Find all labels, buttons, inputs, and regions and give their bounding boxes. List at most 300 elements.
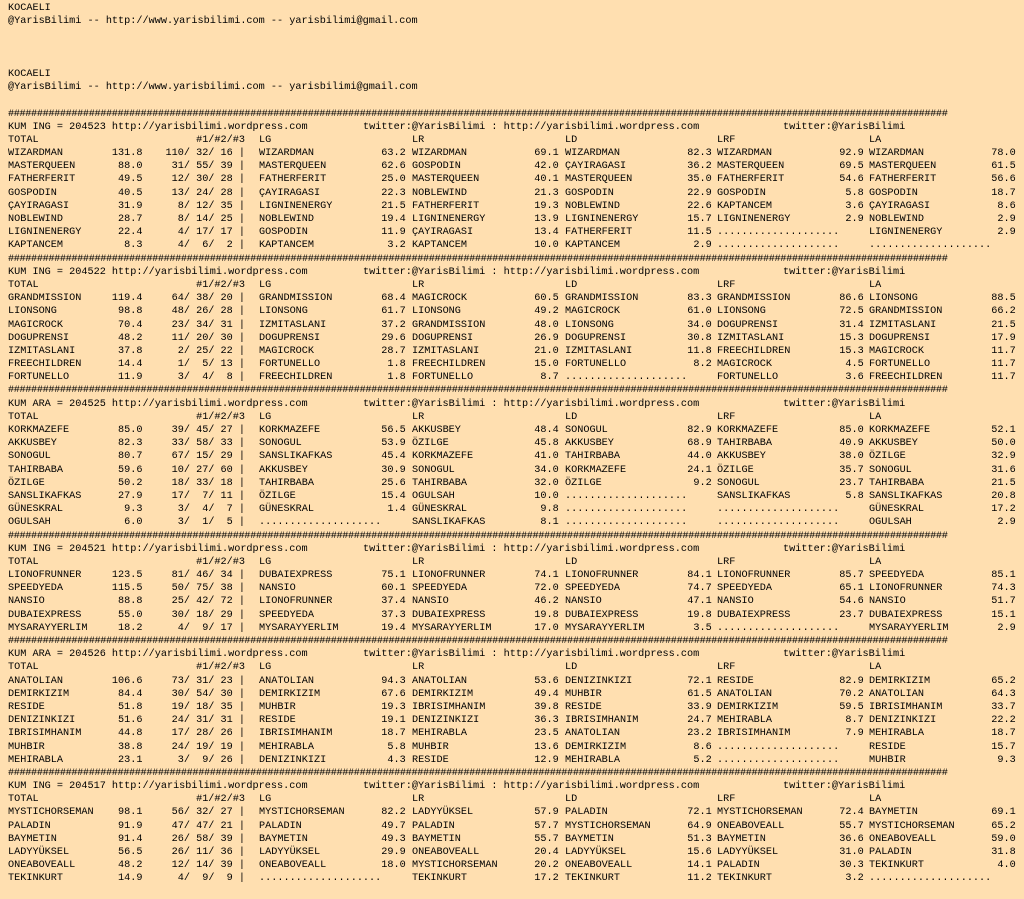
table-row — [8, 424, 1024, 437]
race-twitter-url: twitter:@YarisBilimi : http://yarisbilimi.wordpress.com — [363, 649, 700, 661]
lr-cell: TAHIRBABA 32.0 — [412, 477, 559, 489]
ld-cell: RESIDE 33.9 — [565, 701, 712, 713]
lrf-cell: IZMITASLANI 15.3 — [717, 332, 864, 344]
lg-cell: TAHIRBABA 25.6 — [259, 477, 406, 489]
table-row — [8, 754, 1024, 767]
table-row — [8, 569, 1024, 582]
table-row — [8, 450, 1024, 463]
horse-total: PALADIN 91.9 — [8, 820, 143, 832]
lg-cell: SPEEDYEDA 37.3 — [259, 609, 406, 621]
lg-cell: DUBAIEXPRESS 75.1 — [259, 570, 406, 582]
col-header-ld: LD — [565, 279, 578, 291]
race-block — [8, 108, 1024, 253]
ld-cell: GOSPODIN 22.9 — [565, 187, 712, 199]
col-header-lg: LG — [259, 279, 272, 291]
la-cell: KORKMAZEFE 52.1 — [869, 425, 1016, 436]
la-cell: WIZARDMAN 78.0 — [869, 148, 1016, 160]
lrf-cell: .................... — [717, 504, 840, 516]
col-header-lr: LR — [412, 134, 425, 146]
ld-cell: DUBAIEXPRESS 19.8 — [565, 609, 712, 621]
lg-cell: FORTUNELLO 1.8 — [259, 359, 406, 371]
la-cell: LIONSONG 88.5 — [869, 293, 1016, 305]
finish-counts: 56/ 32/ 27 | — [171, 807, 245, 819]
ld-cell: ANATOLIAN 23.2 — [565, 728, 712, 740]
race-twitter-url: twitter:@YarisBilimi : http://yarisbilimi.wordpress.com — [363, 121, 700, 133]
finish-counts: 48/ 26/ 28 | — [171, 306, 245, 318]
lr-cell: TEKINKURT 17.2 — [412, 873, 559, 885]
la-cell: MASTERQUEEN 61.5 — [869, 161, 1016, 173]
lr-cell: IBRISIMHANIM 39.8 — [412, 701, 559, 713]
horse-total: WIZARDMAN 131.8 — [8, 148, 143, 160]
lr-cell: KAPTANCEM 10.0 — [412, 240, 559, 252]
lr-cell: MEHIRABLA 23.5 — [412, 728, 559, 740]
race-block — [8, 384, 1024, 529]
la-cell: TAHIRBABA 21.5 — [869, 477, 1016, 489]
horse-total: MYSARAYYERLIM 18.2 — [8, 622, 143, 634]
race-twitter: twitter:@YarisBilimi — [783, 121, 906, 133]
lr-cell: MASTERQUEEN 40.1 — [412, 174, 559, 186]
table-row — [8, 490, 1024, 503]
table-row — [8, 846, 1024, 859]
la-cell: IBRISIMHANIM 33.7 — [869, 701, 1016, 713]
horse-total: GÜNESKRAL 9.3 — [8, 504, 143, 516]
la-cell: AKKUSBEY 50.0 — [869, 438, 1016, 450]
ld-cell: .................... — [565, 372, 688, 384]
lg-cell: LIONSONG 61.7 — [259, 306, 406, 318]
lg-cell: MASTERQUEEN 62.6 — [259, 161, 406, 173]
race-id-url: KUM ARA = 204526 http://yarisbilimi.wordpress.com — [8, 649, 308, 661]
horse-total: ONEABOVEALL 48.2 — [8, 860, 143, 872]
table-row — [8, 437, 1024, 450]
col-header-finishes: #1/#2/#3 — [196, 556, 245, 568]
lr-cell: NOBLEWIND 21.3 — [412, 187, 559, 199]
finish-counts: 33/ 58/ 33 | — [171, 438, 245, 450]
lrf-cell: ANATOLIAN 70.2 — [717, 688, 864, 700]
lrf-cell: TEKINKURT 3.2 — [717, 873, 864, 885]
la-cell: FORTUNELLO 11.7 — [869, 359, 1016, 371]
horse-total: KORKMAZEFE 85.0 — [8, 425, 143, 436]
horse-total: IZMITASLANI 37.8 — [8, 345, 143, 357]
ld-cell: MASTERQUEEN 35.0 — [565, 174, 712, 186]
lg-cell: WIZARDMAN 63.2 — [259, 148, 406, 160]
col-header-lr: LR — [412, 662, 425, 674]
la-cell: GRANDMISSION 66.2 — [869, 306, 1016, 318]
table-row — [8, 213, 1024, 226]
lg-cell: LIONOFRUNNER 37.4 — [259, 596, 406, 608]
finish-counts: 17/ 7/ 11 | — [171, 490, 245, 502]
table-row — [8, 622, 1024, 635]
lr-cell: ÖZILGE 45.8 — [412, 438, 559, 450]
finish-counts: 39/ 45/ 27 | — [171, 425, 245, 436]
lr-cell: OGULSAH 10.0 — [412, 490, 559, 502]
lg-cell: GÜNESKRAL 1.4 — [259, 504, 406, 516]
la-cell: MUHBIR 9.3 — [869, 754, 1016, 766]
col-header-total: TOTAL — [8, 279, 39, 291]
col-header-lr: LR — [412, 411, 425, 423]
col-header-ld: LD — [565, 411, 578, 423]
lg-cell: KORKMAZEFE 56.5 — [259, 425, 406, 436]
horse-total: FATHERFERIT 49.5 — [8, 174, 143, 186]
table-row — [8, 226, 1024, 239]
ld-cell: .................... — [565, 517, 688, 529]
race-id-url: KUM ARA = 204525 http://yarisbilimi.wordpress.com — [8, 398, 308, 410]
lg-cell: NOBLEWIND 19.4 — [259, 214, 406, 225]
ld-cell: ÖZILGE 9.2 — [565, 477, 712, 489]
lr-cell: SPEEDYEDA 72.0 — [412, 583, 559, 595]
table-row — [8, 173, 1024, 186]
finish-counts: 30/ 54/ 30 | — [171, 688, 245, 700]
lg-cell: IBRISIMHANIM 18.7 — [259, 728, 406, 740]
la-cell: ONEABOVEALL 59.0 — [869, 833, 1016, 845]
la-cell: MYSARAYYERLIM 2.9 — [869, 622, 1016, 634]
horse-total: MAGICROCK 70.4 — [8, 319, 143, 331]
lrf-cell: LIONOFRUNNER 85.7 — [717, 570, 864, 582]
race-id-url: KUM ING = 204522 http://yarisbilimi.wordpress.com — [8, 266, 308, 278]
ld-cell: ONEABOVEALL 14.1 — [565, 860, 712, 872]
table-row — [8, 582, 1024, 595]
lr-cell: MAGICROCK 60.5 — [412, 293, 559, 305]
lr-cell: GOSPODIN 42.0 — [412, 161, 559, 173]
la-cell: BAYMETIN 69.1 — [869, 807, 1016, 819]
table-row — [8, 319, 1024, 332]
ld-cell: MEHIRABLA 5.2 — [565, 754, 712, 766]
finish-counts: 73/ 31/ 23 | — [171, 675, 245, 687]
ld-cell: GRANDMISSION 83.3 — [565, 293, 712, 305]
lrf-cell: .................... — [717, 754, 840, 766]
finish-counts: 3/ 1/ 5 | — [177, 517, 245, 529]
lg-cell: KAPTANCEM 3.2 — [259, 240, 406, 252]
lr-cell: MYSTICHORSEMAN 20.2 — [412, 860, 559, 872]
col-header-lr: LR — [412, 279, 425, 291]
lg-cell: IZMITASLANI 37.2 — [259, 319, 406, 331]
lg-cell: FATHERFERIT 25.0 — [259, 174, 406, 186]
ld-cell: NOBLEWIND 22.6 — [565, 200, 712, 212]
race-twitter: twitter:@YarisBilimi — [783, 266, 906, 278]
la-cell: DEMIRKIZIM 65.2 — [869, 675, 1016, 687]
la-cell: .................... — [869, 873, 992, 885]
lrf-cell: .................... — [717, 622, 840, 634]
lrf-cell: ÖZILGE 35.7 — [717, 464, 864, 476]
lr-cell: LADYYÜKSEL 57.9 — [412, 807, 559, 819]
blank-line — [8, 28, 1024, 41]
lrf-cell: NANSIO 54.6 — [717, 596, 864, 608]
lg-cell: RESIDE 19.1 — [259, 715, 406, 727]
finish-counts: 25/ 42/ 72 | — [171, 596, 245, 608]
finish-counts: 10/ 27/ 60 | — [171, 464, 245, 476]
race-header — [8, 121, 1024, 134]
finish-counts: 4/ 9/ 9 | — [177, 873, 245, 885]
finish-counts: 19/ 18/ 35 | — [171, 701, 245, 713]
horse-total: NOBLEWIND 28.7 — [8, 214, 143, 225]
col-header-total: TOTAL — [8, 134, 39, 146]
la-cell: SONOGUL 31.6 — [869, 464, 1016, 476]
contact-line: @YarisBilimi -- http://www.yarisbilimi.com -- yarisbilimi@gmail.com — [8, 82, 418, 94]
horse-total: FREECHILDREN 14.4 — [8, 359, 143, 371]
horse-total: LIGNINENERGY 22.4 — [8, 227, 143, 239]
lg-cell: MYSARAYYERLIM 19.4 — [259, 622, 406, 634]
lr-cell: PALADIN 57.7 — [412, 820, 559, 832]
horse-total: MUHBIR 38.8 — [8, 741, 143, 753]
la-cell: LIGNINENERGY 2.9 — [869, 227, 1016, 239]
finish-counts: 3/ 4/ 8 | — [177, 372, 245, 384]
ld-cell: SPEEDYEDA 74.7 — [565, 583, 712, 595]
table-row — [8, 872, 1024, 885]
lrf-cell: DUBAIEXPRESS 23.7 — [717, 609, 864, 621]
col-header-lrf: LRF — [717, 279, 736, 291]
lrf-cell: KORKMAZEFE 85.0 — [717, 425, 864, 436]
lg-cell: SANSLIKAFKAS 45.4 — [259, 451, 406, 463]
ld-cell: MYSARAYYERLIM 3.5 — [565, 622, 712, 634]
lrf-cell: .................... — [717, 240, 840, 252]
ld-cell: DENIZINKIZI 72.1 — [565, 675, 712, 687]
horse-total: LIONOFRUNNER 123.5 — [8, 570, 143, 582]
horse-total: DOGUPRENSI 48.2 — [8, 332, 143, 344]
ld-cell: MYSTICHORSEMAN 64.9 — [565, 820, 712, 832]
lrf-cell: TAHIRBABA 40.9 — [717, 438, 864, 450]
lg-cell: NANSIO 60.1 — [259, 583, 406, 595]
city-title: KOCAELI — [8, 3, 51, 14]
col-header-lrf: LRF — [717, 662, 736, 674]
la-cell: MYSTICHORSEMAN 65.2 — [869, 820, 1016, 832]
lrf-cell: LADYYÜKSEL 31.0 — [717, 847, 864, 858]
ld-cell: PALADIN 72.1 — [565, 807, 712, 819]
col-header-finishes: #1/#2/#3 — [196, 411, 245, 423]
table-row — [8, 820, 1024, 833]
column-headers — [8, 556, 1024, 569]
lg-cell: MUHBIR 19.3 — [259, 701, 406, 713]
la-cell: FREECHILDREN 11.7 — [869, 372, 1016, 384]
lrf-cell: MASTERQUEEN 69.5 — [717, 161, 864, 173]
lg-cell: ÖZILGE 15.4 — [259, 490, 406, 502]
col-header-lrf: LRF — [717, 134, 736, 146]
race-header — [8, 543, 1024, 556]
column-headers — [8, 134, 1024, 147]
finish-counts: 4/ 9/ 17 | — [177, 622, 245, 634]
lrf-cell: SONOGUL 23.7 — [717, 477, 864, 489]
lr-cell: SANSLIKAFKAS 8.1 — [412, 517, 559, 529]
lr-cell: ANATOLIAN 53.6 — [412, 675, 559, 687]
lg-cell: MYSTICHORSEMAN 82.2 — [259, 807, 406, 819]
lr-cell: DOGUPRENSI 26.9 — [412, 332, 559, 344]
lr-cell: MUHBIR 13.6 — [412, 741, 559, 753]
lr-cell: FORTUNELLO 8.7 — [412, 372, 559, 384]
lg-cell: GOSPODIN 11.9 — [259, 227, 406, 239]
ld-cell: LIONSONG 34.0 — [565, 319, 712, 331]
lrf-cell: SPEEDYEDA 65.1 — [717, 583, 864, 595]
la-cell: NANSIO 51.7 — [869, 596, 1016, 608]
horse-total: LIONSONG 98.8 — [8, 306, 143, 318]
lr-cell: IZMITASLANI 21.0 — [412, 345, 559, 357]
lr-cell: GÜNESKRAL 9.8 — [412, 504, 559, 516]
lr-cell: ÇAYIRAGASI 13.4 — [412, 227, 559, 239]
col-header-finishes: #1/#2/#3 — [196, 794, 245, 806]
la-cell: PALADIN 31.8 — [869, 847, 1016, 858]
col-header-ld: LD — [565, 794, 578, 806]
la-cell: GÜNESKRAL 17.2 — [869, 504, 1016, 516]
lrf-cell: PALADIN 30.3 — [717, 860, 864, 872]
finish-counts: 13/ 24/ 28 | — [171, 187, 245, 199]
finish-counts: 18/ 33/ 18 | — [171, 477, 245, 489]
table-row — [8, 503, 1024, 516]
ld-cell: FATHERFERIT 11.5 — [565, 227, 712, 239]
lg-cell: ANATOLIAN 94.3 — [259, 675, 406, 687]
table-row — [8, 675, 1024, 688]
la-cell: ÖZILGE 32.9 — [869, 451, 1016, 463]
col-header-ld: LD — [565, 662, 578, 674]
table-row — [8, 859, 1024, 872]
lrf-cell: BAYMETIN 36.6 — [717, 833, 864, 845]
col-header-la: LA — [869, 279, 882, 291]
horse-total: MYSTICHORSEMAN 98.1 — [8, 807, 143, 819]
lrf-cell: GRANDMISSION 86.6 — [717, 293, 864, 305]
ld-cell: IZMITASLANI 11.8 — [565, 345, 712, 357]
finish-counts: 26/ 58/ 39 | — [171, 833, 245, 845]
table-row — [8, 595, 1024, 608]
table-row — [8, 477, 1024, 490]
table-row — [8, 701, 1024, 714]
lg-cell: FREECHILDREN 1.8 — [259, 372, 406, 384]
blank-line — [8, 42, 1024, 55]
finish-counts: 23/ 34/ 31 | — [171, 319, 245, 331]
col-header-lg: LG — [259, 794, 272, 806]
finish-counts: 50/ 75/ 38 | — [171, 583, 245, 595]
horse-total: ÖZILGE 50.2 — [8, 477, 143, 489]
la-cell: FATHERFERIT 56.6 — [869, 174, 1016, 186]
lrf-cell: MEHIRABLA 8.7 — [717, 715, 864, 727]
col-header-finishes: #1/#2/#3 — [196, 134, 245, 146]
lg-cell: AKKUSBEY 30.9 — [259, 464, 406, 476]
col-header-la: LA — [869, 794, 882, 806]
lr-cell: ONEABOVEALL 20.4 — [412, 847, 559, 858]
col-header-total: TOTAL — [8, 662, 39, 674]
lr-cell: LIGNINENERGY 13.9 — [412, 214, 559, 225]
la-cell: GOSPODIN 18.7 — [869, 187, 1016, 199]
lrf-cell: .................... — [717, 741, 840, 753]
race-id-url: KUM ING = 204523 http://yarisbilimi.wordpress.com — [8, 121, 308, 133]
horse-total: ÇAYIRAGASI 31.9 — [8, 200, 143, 212]
finish-counts: 12/ 14/ 39 | — [171, 860, 245, 872]
horse-total: SANSLIKAFKAS 27.9 — [8, 490, 143, 502]
lr-cell: NANSIO 46.2 — [412, 596, 559, 608]
la-cell: ANATOLIAN 64.3 — [869, 688, 1016, 700]
ld-cell: DEMIRKIZIM 8.6 — [565, 741, 712, 753]
blank-line — [8, 94, 1024, 107]
race-twitter: twitter:@YarisBilimi — [783, 398, 906, 410]
lg-cell: .................... — [259, 873, 382, 885]
col-header-lrf: LRF — [717, 556, 736, 568]
finish-counts: 26/ 11/ 36 | — [171, 847, 245, 858]
horse-total: AKKUSBEY 82.3 — [8, 438, 143, 450]
race-id-url: KUM ING = 204517 http://yarisbilimi.wordpress.com — [8, 781, 308, 793]
lrf-cell: SANSLIKAFKAS 5.8 — [717, 490, 864, 502]
race-twitter-url: twitter:@YarisBilimi : http://yarisbilimi.wordpress.com — [363, 781, 700, 793]
col-header-lg: LG — [259, 411, 272, 423]
ld-cell: TAHIRBABA 44.0 — [565, 451, 712, 463]
race-header — [8, 780, 1024, 793]
lrf-cell: MAGICROCK 4.5 — [717, 359, 864, 371]
col-header-lg: LG — [259, 662, 272, 674]
race-twitter: twitter:@YarisBilimi — [783, 649, 906, 661]
horse-total: TAHIRBABA 59.6 — [8, 464, 143, 476]
lg-cell: BAYMETIN 49.3 — [259, 833, 406, 845]
separator-line: ################################################################################################################################################################### — [8, 767, 948, 779]
ld-cell: TEKINKURT 11.2 — [565, 873, 712, 885]
race-header — [8, 648, 1024, 661]
lr-cell: BAYMETIN 55.7 — [412, 833, 559, 845]
horse-total: NANSIO 88.8 — [8, 596, 143, 608]
horse-total: RESIDE 51.8 — [8, 701, 143, 713]
finish-counts: 110/ 32/ 16 | — [165, 148, 245, 160]
ld-cell: KAPTANCEM 2.9 — [565, 240, 712, 252]
ld-cell: LIGNINENERGY 15.7 — [565, 214, 712, 225]
horse-total: MASTERQUEEN 88.0 — [8, 161, 143, 173]
race-twitter: twitter:@YarisBilimi — [783, 543, 906, 555]
separator-line: ################################################################################################################################################################### — [8, 253, 948, 265]
la-cell: ÇAYIRAGASI 8.6 — [869, 200, 1016, 212]
lrf-cell: DOGUPRENSI 31.4 — [717, 319, 864, 331]
lr-cell: WIZARDMAN 69.1 — [412, 148, 559, 160]
contact-line: @YarisBilimi -- http://www.yarisbilimi.com -- yarisbilimi@gmail.com — [8, 16, 418, 28]
finish-counts: 47/ 47/ 21 | — [171, 820, 245, 832]
horse-total: DEMIRKIZIM 84.4 — [8, 688, 143, 700]
lr-cell: SONOGUL 34.0 — [412, 464, 559, 476]
race-twitter-url: twitter:@YarisBilimi : http://yarisbilimi.wordpress.com — [363, 543, 700, 555]
ld-cell: DOGUPRENSI 30.8 — [565, 332, 712, 344]
race-header — [8, 398, 1024, 411]
col-header-finishes: #1/#2/#3 — [196, 662, 245, 674]
separator-line: ################################################################################################################################################################### — [8, 108, 948, 120]
finish-counts: 12/ 30/ 28 | — [171, 174, 245, 186]
horse-total: GRANDMISSION 119.4 — [8, 293, 143, 305]
la-cell: OGULSAH 2.9 — [869, 517, 1016, 529]
finish-counts: 17/ 28/ 26 | — [171, 728, 245, 740]
lr-cell: DENIZINKIZI 36.3 — [412, 715, 559, 727]
la-cell: DUBAIEXPRESS 15.1 — [869, 609, 1016, 621]
lrf-cell: IBRISIMHANIM 7.9 — [717, 728, 864, 740]
lg-cell: ÇAYIRAGASI 22.3 — [259, 187, 406, 199]
horse-total: DENIZINKIZI 51.6 — [8, 715, 143, 727]
lrf-cell: MYSTICHORSEMAN 72.4 — [717, 807, 864, 819]
table-row — [8, 714, 1024, 727]
finish-counts: 2/ 25/ 22 | — [177, 345, 245, 357]
horse-total: SPEEDYEDA 115.5 — [8, 583, 143, 595]
horse-total: LADYYÜKSEL 56.5 — [8, 847, 143, 858]
horse-total: OGULSAH 6.0 — [8, 517, 143, 529]
horse-total: GOSPODIN 40.5 — [8, 187, 143, 199]
col-header-la: LA — [869, 662, 882, 674]
lg-cell: MEHIRABLA 5.8 — [259, 741, 406, 753]
col-header-la: LA — [869, 411, 882, 423]
la-cell: RESIDE 15.7 — [869, 741, 1016, 753]
lg-cell: DEMIRKIZIM 67.6 — [259, 688, 406, 700]
lrf-cell: LIONSONG 72.5 — [717, 306, 864, 318]
lrf-cell: FORTUNELLO 3.6 — [717, 372, 864, 384]
lg-cell: LADYYÜKSEL 29.9 — [259, 847, 406, 858]
la-cell: IZMITASLANI 21.5 — [869, 319, 1016, 331]
la-cell: TEKINKURT 4.0 — [869, 860, 1016, 872]
city-title: KOCAELI — [8, 68, 51, 80]
la-cell: SANSLIKAFKAS 20.8 — [869, 490, 1016, 502]
col-header-ld: LD — [565, 134, 578, 146]
table-row — [8, 239, 1024, 252]
horse-total: FORTUNELLO 11.9 — [8, 372, 143, 384]
finish-counts: 81/ 46/ 34 | — [171, 570, 245, 582]
col-header-lg: LG — [259, 556, 272, 568]
lg-cell: ONEABOVEALL 18.0 — [259, 860, 406, 872]
column-headers — [8, 793, 1024, 806]
ld-cell: ÇAYIRAGASI 36.2 — [565, 161, 712, 173]
lg-cell: LIGNINENERGY 21.5 — [259, 200, 406, 212]
